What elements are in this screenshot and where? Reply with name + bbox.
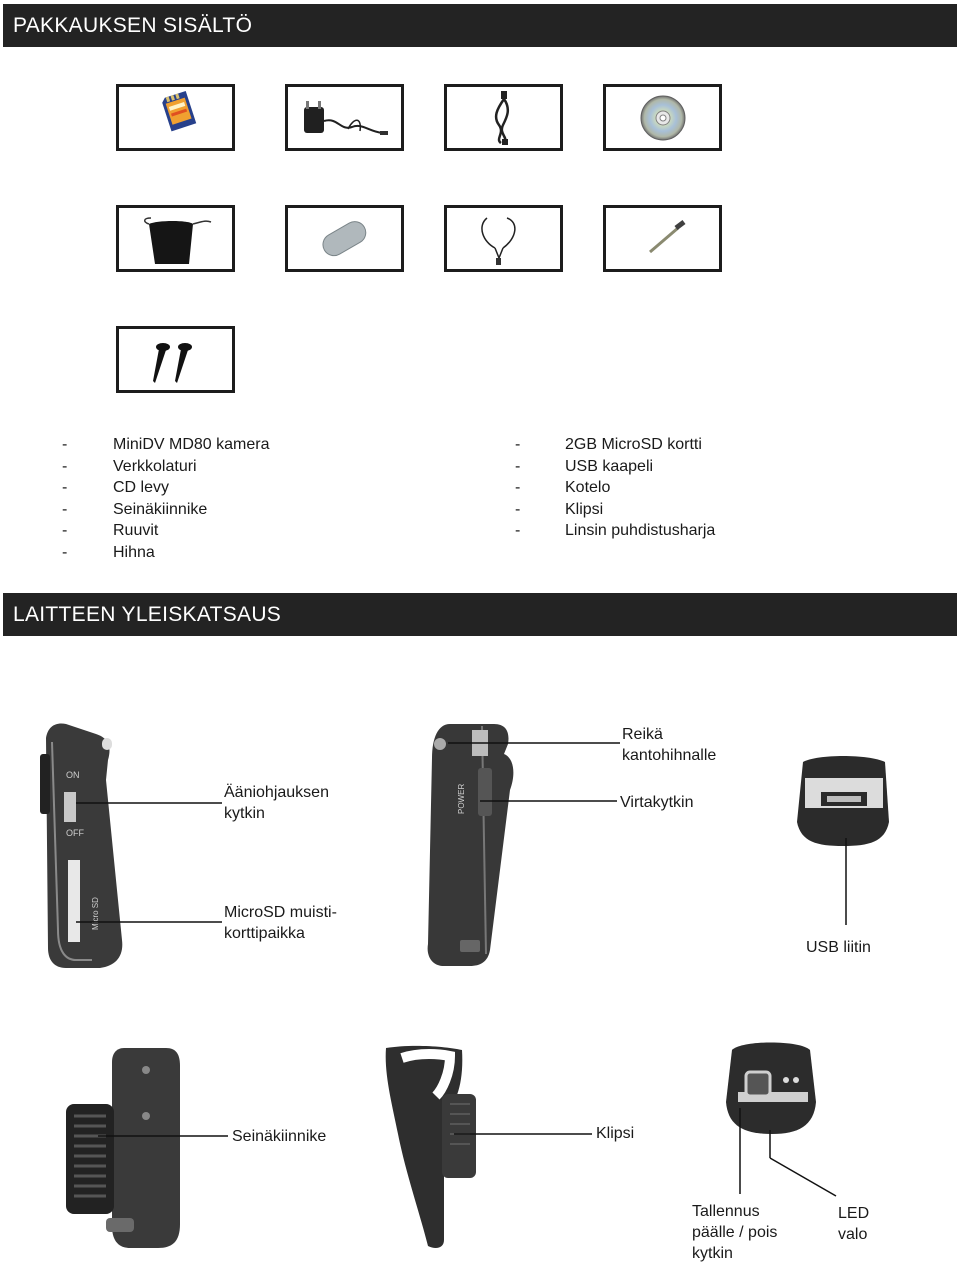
list-item-text: USB kaapeli [565, 457, 654, 475]
list-item [515, 434, 815, 456]
list-bullet: - [62, 500, 68, 518]
list-bullet: - [515, 436, 521, 453]
usb-cable-icon [447, 87, 560, 148]
list-bullet: - [515, 500, 521, 518]
list-item [515, 520, 815, 542]
adhesive-pad-icon [288, 208, 401, 269]
cleaning-brush-icon [606, 208, 719, 269]
camera-microsd-marking: Micro SD [91, 897, 100, 930]
list-bullet: - [62, 436, 68, 453]
list-item [62, 434, 362, 456]
lanyard-icon [447, 208, 560, 269]
contents-list-right [515, 434, 815, 542]
list-item-text: Seinäkiinnike [113, 500, 208, 518]
list-item-text: CD levy [113, 479, 170, 496]
overview-header: LAITTEEN YLEISKATSAUS [3, 593, 957, 636]
list-bullet: - [62, 522, 68, 539]
camera-power-marking: POWER [457, 783, 466, 814]
led-label-2: valo [838, 1226, 868, 1243]
usb-port-view [793, 752, 893, 848]
audio-switch-slider[interactable] [64, 792, 76, 822]
camera-side-view [36, 720, 126, 970]
charger-icon [288, 87, 401, 148]
camera-on-marking: ON [66, 770, 80, 780]
audio-switch-label-2: kytkin [224, 805, 265, 822]
wall-mount-image [62, 1046, 190, 1250]
power-switch-label: Virtakytkin [620, 794, 694, 811]
pouch-icon [119, 208, 232, 269]
list-bullet: - [515, 457, 521, 475]
list-item-text: Verkkolaturi [113, 457, 197, 475]
power-button[interactable] [478, 768, 492, 816]
cd-icon [606, 87, 719, 148]
lanyard-thumbnail [444, 205, 563, 272]
microsd-slot-label-2: korttipaikka [224, 925, 305, 942]
list-item [515, 477, 815, 499]
list-item-text: Hihna [113, 543, 155, 561]
contents-list-left [62, 434, 362, 563]
list-bullet: - [62, 457, 68, 475]
sd-card-thumbnail [116, 84, 235, 151]
record-button[interactable] [746, 1072, 770, 1096]
charger-thumbnail [285, 84, 404, 151]
record-switch-label-2: päälle / pois [692, 1224, 778, 1241]
cleaning-brush-thumbnail [603, 205, 722, 272]
usb-cable-thumbnail [444, 84, 563, 151]
adhesive-pad-thumbnail [285, 205, 404, 272]
list-item [62, 499, 362, 521]
clip-image [380, 1044, 488, 1252]
camera-top-view [722, 1038, 820, 1136]
list-item [62, 520, 362, 542]
led-label-1: LED [838, 1205, 870, 1222]
record-switch-label-1: Tallennus [692, 1203, 760, 1220]
audio-switch-label-1: Ääniohjauksen [224, 784, 329, 801]
list-bullet: - [515, 522, 521, 539]
camera-off-marking: OFF [66, 828, 84, 838]
cd-thumbnail [603, 84, 722, 151]
wall-mount-label: Seinäkiinnike [232, 1128, 327, 1145]
pouch-thumbnail [116, 205, 235, 272]
list-item [515, 499, 815, 521]
camera-back-view [424, 718, 520, 968]
list-item-text: Ruuvit [113, 522, 159, 539]
list-bullet: - [62, 543, 68, 561]
list-item-text: Klipsi [565, 500, 604, 518]
led-light [783, 1077, 789, 1083]
usb-port-label: USB liitin [806, 939, 871, 956]
list-item-text: Linsin puhdistusharja [565, 522, 716, 539]
sd-card-icon [119, 87, 232, 148]
strap-hole-label-2: kantohihnalle [622, 747, 717, 764]
list-item-text: MiniDV MD80 kamera [113, 436, 270, 453]
list-bullet: - [62, 479, 68, 496]
record-switch-label-3: kytkin [692, 1245, 733, 1262]
strap-hole-label-1: Reikä [622, 726, 663, 743]
screws-thumbnail [116, 326, 235, 393]
list-bullet: - [515, 479, 521, 496]
contents-header: PAKKAUKSEN SISÄLTÖ [3, 4, 957, 47]
list-item [62, 456, 362, 478]
list-item [515, 456, 815, 478]
list-item-text: Kotelo [565, 479, 611, 496]
microsd-slot-label-1: MicroSD muisti- [224, 904, 337, 921]
list-item [62, 477, 362, 499]
list-item [62, 542, 362, 564]
screws-icon [119, 329, 232, 390]
list-item-text: 2GB MicroSD kortti [565, 436, 702, 453]
strap-hole [472, 730, 488, 756]
clip-label: Klipsi [596, 1125, 635, 1142]
